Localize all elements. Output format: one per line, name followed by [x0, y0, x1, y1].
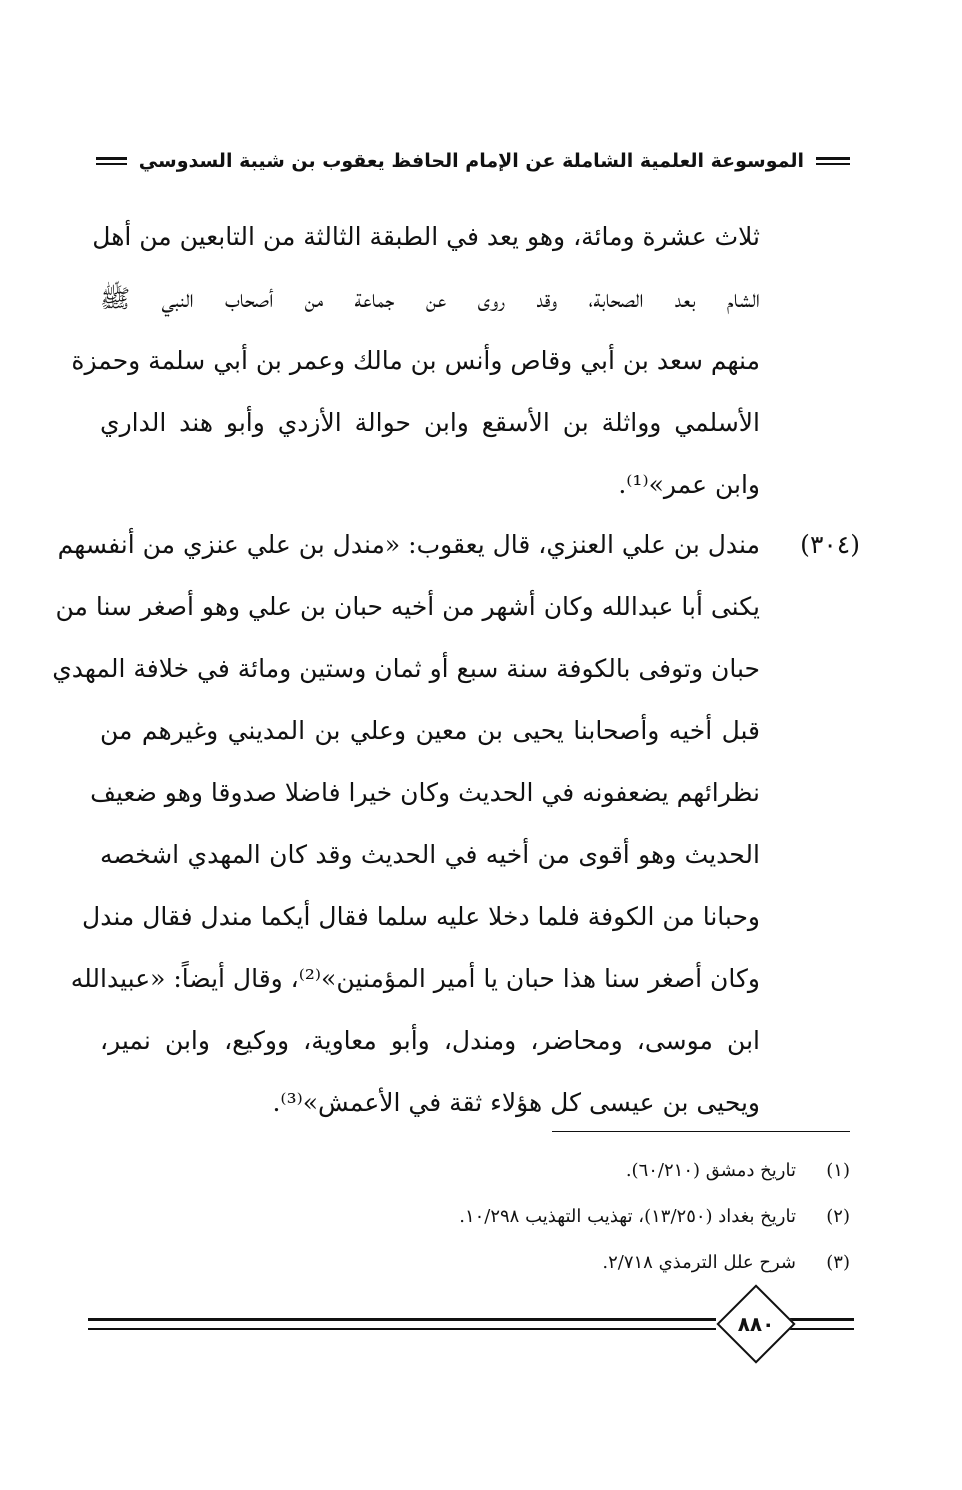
text-line: الأسلمي وواثلة بن الأسقع وابن حوالة الأزدي وأبو هند الداري	[100, 408, 760, 437]
entry-paragraph	[52, 514, 760, 1134]
footer-rule-left	[88, 1318, 716, 1330]
text-line: الحديث وهو أقوى من أخيه في الحديث وقد كان المهدي اشخصه	[100, 840, 760, 869]
text-line: مندل بن علي العنزي، قال يعقوب: «مندل بن علي عنزي من أنفسهم	[57, 530, 760, 559]
footnote-item	[200, 1240, 850, 1286]
text-line: قبل أخيه وأصحابنا يحيى بن معين وعلي بن المديني وغيرهم من	[100, 716, 760, 745]
text-line: حبان وتوفى بالكوفة سنة سبع أو ثمان وستين ومائة في خلافة المهدي	[52, 654, 760, 683]
text-line: وكان أصغر سنا هذا حبان يا أمير المؤمنين»⁽²⁾، وقال أيضاً: «عبيدالله	[70, 964, 760, 993]
text-line: يكنى أبا عبدالله وكان أشهر من أخيه حبان بن علي وهو أصغر سنا من	[55, 592, 760, 621]
text-line: نظرائهم يضعفونه في الحديث وكان خيرا فاضلا صدوقا وهو ضعيف	[90, 778, 760, 807]
text-line: منهم سعد بن أبي وقاص وأنس بن مالك وعمر بن أبي سلمة وحمزة	[71, 346, 760, 375]
page-number: ٨٨٠	[737, 1312, 775, 1336]
footnote-separator	[552, 1131, 850, 1132]
paragraph-continued	[71, 206, 760, 516]
footnote-number: (٢)	[826, 1206, 850, 1227]
text-line: ابن موسى، ومحاضر، ومندل، وأبو معاوية، ووكيع، وابن نمير،	[100, 1026, 760, 1055]
footnote-item	[200, 1194, 850, 1240]
header-rule-left	[96, 157, 127, 165]
entry-number: (٣٠٤)	[800, 530, 860, 559]
header-rule-right	[816, 157, 850, 165]
footnote-text: شرح علل الترمذي ٢/٧١٨.	[602, 1252, 796, 1273]
page-footer	[88, 1290, 854, 1370]
footnote-number: (١)	[826, 1160, 850, 1181]
text-line: وحبانا من الكوفة فلما دخلا عليه سلما فقال أيكما مندل فقال مندل	[82, 902, 760, 931]
footnote-text: تاريخ بغداد (١٣/٢٥٠)، تهذيب التهذيب ١٠/٢٩٨.	[459, 1206, 796, 1227]
footnotes	[200, 1148, 850, 1286]
header-title: الموسوعة العلمية الشاملة عن الإمام الحافظ يعقوب بن شيبة السدوسي	[138, 150, 804, 172]
footnote-item	[200, 1148, 850, 1194]
text-line: الشام بعد الصحابة، وقد روى عن جماعة من أصحاب النبي ﷺ	[100, 284, 760, 313]
footnote-number: (٣)	[826, 1252, 850, 1273]
running-header	[96, 146, 850, 176]
text-line: وابن عمر»⁽¹⁾.	[618, 470, 760, 499]
text-line: ثلاث عشرة ومائة، وهو يعد في الطبقة الثالثة من التابعين من أهل	[92, 222, 760, 251]
text-line: ويحيى بن عيسى كل هؤلاء ثقة في الأعمش»⁽³⁾.	[272, 1088, 760, 1117]
footnote-text: تاريخ دمشق (٦٠/٢١٠).	[625, 1160, 796, 1181]
